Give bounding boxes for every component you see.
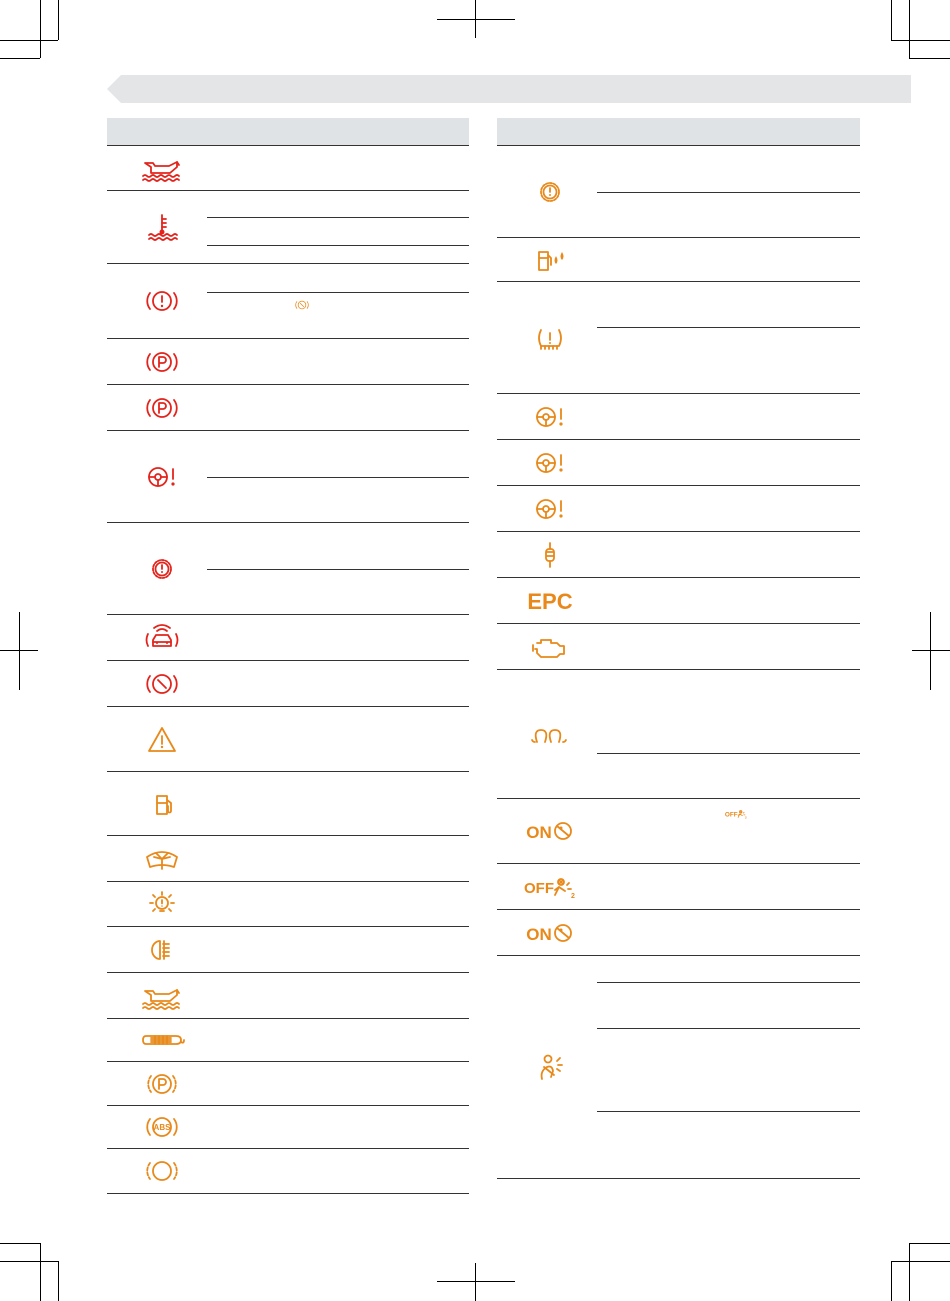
table-row xyxy=(107,1149,469,1193)
row-divider xyxy=(597,753,860,754)
row-divider xyxy=(597,192,860,193)
oil-level-icon xyxy=(139,982,185,1010)
table-row xyxy=(497,440,860,486)
table-row xyxy=(497,282,860,394)
row-divider xyxy=(207,245,469,246)
table-row xyxy=(497,394,860,440)
table-row xyxy=(107,882,469,927)
steering-warning-icon xyxy=(527,403,573,431)
row-divider xyxy=(597,1028,860,1029)
bulb-failure-icon xyxy=(139,890,185,918)
glow-plug-icon xyxy=(527,720,573,748)
parking-brake-fault-icon xyxy=(139,1070,185,1098)
oil-pressure-icon xyxy=(139,154,185,182)
table-row xyxy=(497,532,860,578)
coolant-temperature-icon xyxy=(139,213,185,241)
svg-text:OFF: OFF xyxy=(524,879,554,897)
front-assist-icon xyxy=(139,624,185,652)
brake-system-icon xyxy=(139,287,185,315)
table-row xyxy=(107,1019,469,1062)
row-divider xyxy=(207,217,469,218)
table-row xyxy=(107,523,469,615)
brake-pad-icon xyxy=(139,1157,185,1185)
table-row xyxy=(107,1062,469,1106)
particulate-filter-icon xyxy=(139,1026,185,1054)
general-warning-triangle-icon xyxy=(139,725,185,753)
table-body xyxy=(107,146,469,1194)
shock-absorber-icon xyxy=(527,541,573,569)
svg-text:2: 2 xyxy=(571,892,575,900)
fuel-water-icon xyxy=(527,246,573,274)
transmission-gear-icon xyxy=(139,555,185,583)
table-header xyxy=(107,118,469,146)
left-warning-table xyxy=(107,118,469,1194)
table-row xyxy=(107,836,469,882)
rear-fog-light-icon xyxy=(139,936,185,964)
svg-text:ON: ON xyxy=(526,823,552,842)
inline-airbag-off-icon xyxy=(719,807,753,819)
table-row xyxy=(107,615,469,661)
tyre-pressure-icon xyxy=(527,324,573,352)
abs-icon xyxy=(139,1113,185,1141)
row-divider xyxy=(207,292,469,293)
table-row xyxy=(497,799,860,864)
page-banner xyxy=(107,75,911,103)
table-row xyxy=(107,973,469,1019)
washer-fluid-icon xyxy=(139,845,185,873)
table-row xyxy=(107,385,469,431)
airbag-off-icon xyxy=(524,873,575,901)
epc-icon xyxy=(527,587,573,615)
table-row xyxy=(497,486,860,532)
row-divider xyxy=(597,327,860,328)
brake-pad-wear-icon xyxy=(139,670,185,698)
table-row xyxy=(497,956,860,1178)
table-row xyxy=(107,264,469,339)
airbag-seatbelt-icon xyxy=(527,1053,573,1081)
svg-text:ABS: ABS xyxy=(153,1123,171,1132)
table-row xyxy=(107,1106,469,1149)
table-row xyxy=(107,146,469,191)
steering-warning-icon xyxy=(527,495,573,523)
table-header xyxy=(497,118,860,146)
table-row xyxy=(107,191,469,264)
table-row xyxy=(497,624,860,670)
svg-text:EPC: EPC xyxy=(527,588,573,614)
table-row xyxy=(107,431,469,523)
transmission-gear-icon xyxy=(527,178,573,206)
svg-text:ON: ON xyxy=(526,924,552,944)
steering-warning-icon xyxy=(139,463,185,491)
table-row xyxy=(107,772,469,836)
table-row xyxy=(107,707,469,772)
row-divider xyxy=(597,982,860,983)
table-row xyxy=(497,146,860,238)
engine-check-icon xyxy=(527,633,573,661)
airbag-on-icon xyxy=(527,919,573,947)
table-row xyxy=(497,670,860,799)
table-row xyxy=(107,927,469,973)
table-body xyxy=(497,146,860,1179)
fuel-level-icon xyxy=(139,790,185,818)
table-row xyxy=(497,578,860,624)
row-divider xyxy=(597,1111,860,1112)
svg-text:2: 2 xyxy=(745,815,747,820)
row-divider xyxy=(207,477,469,478)
table-row xyxy=(497,864,860,910)
table-row xyxy=(497,238,860,282)
parking-brake-icon xyxy=(139,394,185,422)
inline-brake-icon xyxy=(292,298,312,310)
table-row xyxy=(107,339,469,385)
airbag-on-icon xyxy=(527,817,573,845)
table-row xyxy=(497,910,860,956)
steering-warning-icon xyxy=(527,449,573,477)
table-row xyxy=(107,661,469,707)
svg-text:OFF: OFF xyxy=(724,811,738,819)
parking-brake-icon xyxy=(139,348,185,376)
row-divider xyxy=(207,569,469,570)
right-warning-table xyxy=(497,118,860,1179)
